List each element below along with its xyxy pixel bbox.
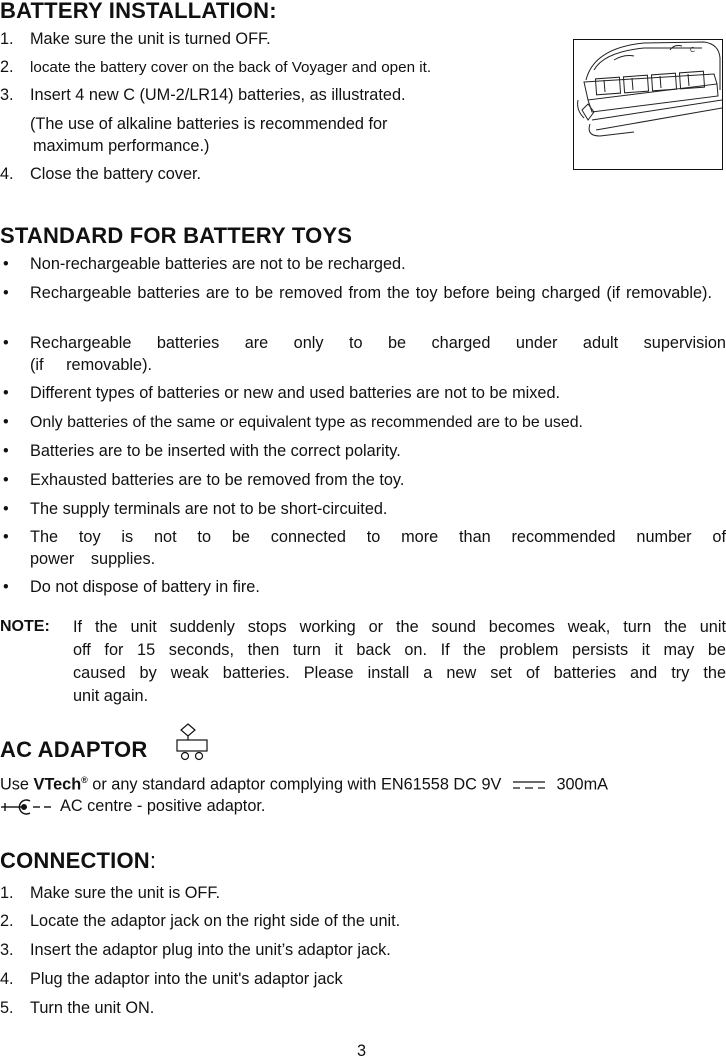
bullet: • [3,500,9,518]
battery-compartment-drawing [574,40,723,170]
bullet: • [3,413,9,431]
bullet: • [3,334,9,352]
spec-rest: or any standard adaptor complying with EN61558 DC 9V [87,775,502,794]
bullet: • [3,442,9,460]
battery-step-1 [0,28,560,50]
note-line: If the unit suddenly stops working or the sound becomes weak, turn the unit [73,618,726,636]
step-number: 4. [0,970,14,988]
step-text: locate the battery cover on the back of Voyager and open it. [30,59,432,76]
bullet: • [3,471,9,489]
item-text: Non-rechargeable batteries are not to be recharged. [30,255,406,273]
step-text: Plug the adaptor into the unit's adaptor jack [30,970,343,988]
bullet: • [3,578,9,596]
polarity-text: AC centre - positive adaptor. [60,797,266,815]
standard-item-2 [0,282,726,304]
step-text: Insert 4 new C (UM-2/LR14) batteries, as illustrated. [30,86,406,104]
standard-item-4 [0,382,726,404]
battery-step-2 [0,56,560,79]
connection-step-3 [0,939,560,961]
step-text: Locate the adaptor jack on the right side of the unit. [30,912,401,930]
battery-installation-heading: BATTERY INSTALLATION: [0,0,277,23]
bullet: • [3,384,9,402]
connection-step-5 [0,997,560,1019]
step-text: Turn the unit ON. [30,999,155,1017]
current-rating: 300mA [556,775,609,794]
item-text: Rechargeable batteries are to be removed from the toy before being charged (if removable). [30,284,712,302]
item-text: Rechargeable batteries are only to be charged under adult supervision (if removable). [30,334,726,374]
connection-step-4 [0,968,560,990]
standard-item-1 [0,253,726,275]
ac-adaptor-heading: AC ADAPTOR [0,737,148,762]
item-text: Do not dispose of battery in fire. [30,578,260,596]
standard-item-7 [0,469,726,491]
bullet: • [3,284,9,302]
item-text: The supply terminals are not to be short-circuited. [30,500,388,518]
bullet: • [3,255,9,273]
connection-step-1 [0,882,560,904]
connection-title: CONNECTION [0,848,150,873]
standard-item-5 [0,411,726,434]
standard-item-3 [0,332,726,376]
step-number: 2. [0,58,14,76]
standard-item-6 [0,440,726,462]
page-number: 3 [357,1042,367,1060]
standard-item-9 [0,526,726,570]
note-line: unit again. [73,687,149,705]
step-number: 2. [0,912,14,930]
brand-name: VTech [33,775,82,794]
note-line: off for 15 seconds, then turn it back on. If the problem persists it may be [73,641,726,659]
step-number: 1. [0,30,14,48]
ac-adaptor-spec-line [0,769,726,795]
note-line: caused by weak batteries. Please install a new set of batteries and try the [73,664,726,682]
standard-item-8 [0,498,726,520]
centre-positive-polarity-icon [0,799,52,815]
bullet: • [3,528,9,546]
connection-step-2 [0,910,560,932]
transformer-toy-symbol-icon [172,723,214,763]
step-text: Close the battery cover. [30,165,202,183]
alkaline-note-line-2: maximum performance.) [33,137,210,155]
step-text: Make sure the unit is OFF. [30,884,221,902]
battery-step-4 [0,163,560,185]
standard-item-10 [0,576,726,598]
step-number: 4. [0,165,14,183]
step-number: 5. [0,999,14,1017]
battery-step-3 [0,84,560,106]
spec-prefix: Use [0,775,34,794]
item-text: Exhausted batteries are to be removed from the toy. [30,471,405,489]
item-text: The toy is not to be connected to more than recommended number of power supplies. [30,528,726,568]
step-text: Insert the adaptor plug into the unit’s adaptor jack. [30,941,391,959]
dc-symbol-icon [512,779,546,791]
step-number: 3. [0,86,14,104]
note-body [73,616,726,708]
registered-mark: ® [81,775,88,785]
polarity-line [0,795,726,817]
connection-heading [0,848,156,874]
note-label: NOTE: [0,618,50,635]
item-text: Different types of batteries or new and used batteries are not to be mixed. [30,384,561,402]
connection-colon: : [149,848,157,873]
step-number: 3. [0,941,14,959]
item-text: Batteries are to be inserted with the correct polarity. [30,442,401,460]
standard-heading: STANDARD FOR BATTERY TOYS [0,223,353,248]
item-text: Only batteries of the same or equivalent type as recommended are to be used. [30,414,583,431]
step-number: 1. [0,884,14,902]
svg-text:C: C [690,47,696,54]
step-text: Make sure the unit is turned OFF. [30,30,271,48]
battery-illustration [573,39,723,170]
alkaline-note-line-1: (The use of alkaline batteries is recommended for [30,115,388,133]
